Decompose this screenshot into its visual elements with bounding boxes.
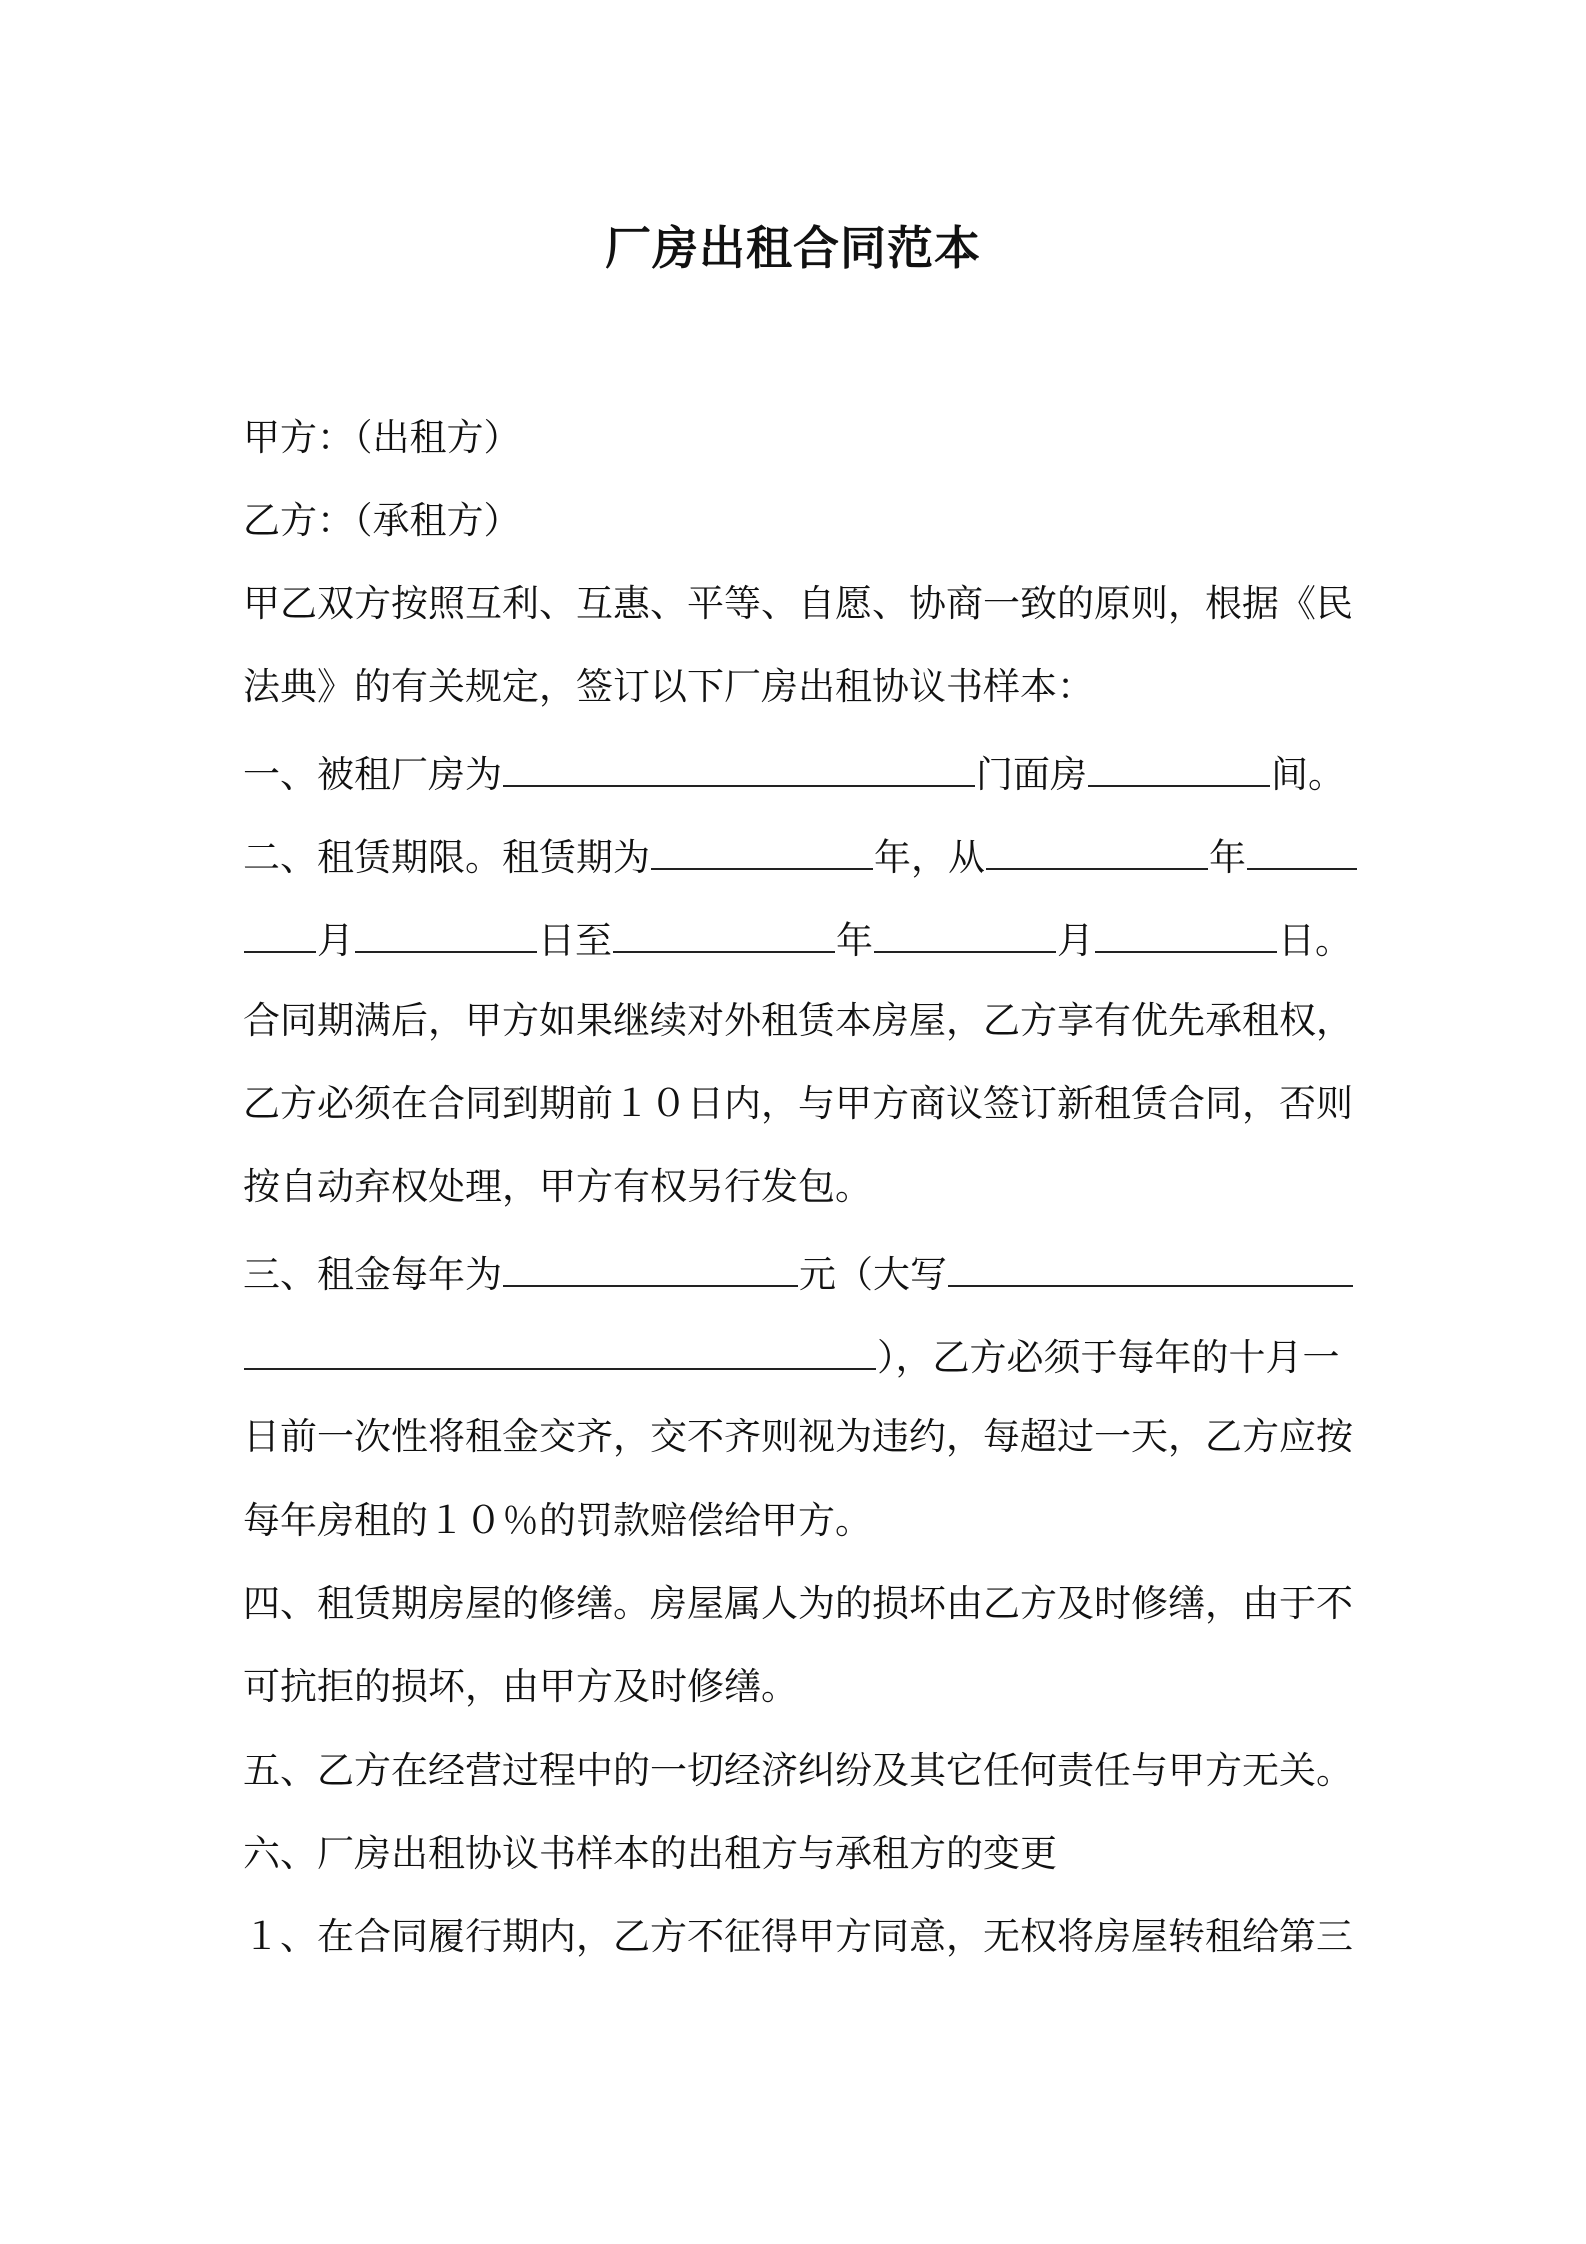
clause-2-text-f: 年 [836,919,873,962]
clause-6-heading: 六、厂房出租协议书样本的出租方与承租方的变更 [243,1832,1057,1875]
clause-3-para-1: 日前一次性将租金交齐，交不齐则视为违约，每超过一天，乙方应按 [243,1415,1353,1458]
clause-2-text-h: 日。 [1278,919,1352,962]
fill-blank [613,911,835,953]
clause-1-line [243,745,1358,797]
clause-2-text-a: 二、租赁期限。租赁期为 [243,836,650,879]
document-title: 厂房出租合同范本 [605,221,981,275]
clause-5-line: 五、乙方在经营过程中的一切经济纠纷及其它任何责任与甲方无关。 [243,1749,1353,1792]
fill-blank [986,828,1208,870]
clause-2-para-2: 乙方必须在合同到期前１０日内，与甲方商议签订新租赁合同，否则 [243,1082,1353,1125]
fill-blank [244,911,316,953]
clause-1-text-a: 一、被租厂房为 [243,753,502,796]
intro-line-2: 法典》的有关规定，签订以下厂房出租协议书样本： [243,665,1094,708]
intro-line-1: 甲乙双方按照互利、互惠、平等、自愿、协商一致的原则，根据《民 [243,582,1353,625]
clause-2-para-1: 合同期满后，甲方如果继续对外租赁本房屋，乙方享有优先承租权， [243,999,1353,1042]
fill-blank [1088,745,1270,787]
clause-3-text-a: 三、租金每年为 [243,1253,502,1296]
party-a-line: 甲方：（出租方） [243,416,521,459]
clause-3-line-2 [243,1328,1358,1380]
clause-6-item-1: １、在合同履行期内，乙方不征得甲方同意，无权将房屋转租给第三 [243,1915,1353,1958]
clause-1-text-b: 门面房 [976,753,1087,796]
clause-3-line-1 [243,1245,1358,1297]
clause-2-text-e: 日至 [538,919,612,962]
clause-2-text-c: 年 [1209,836,1246,879]
clause-2-line-1 [243,828,1358,880]
fill-blank [948,1245,1353,1287]
fill-blank [503,1245,798,1287]
party-b-line: 乙方：（承租方） [243,499,521,542]
fill-blank [244,1328,876,1370]
clause-2-line-2 [243,911,1358,963]
clause-4-line-2: 可抗拒的损坏，由甲方及时修缮。 [243,1665,798,1708]
clause-3-text-c: ），乙方必须于每年的十月一 [877,1336,1340,1379]
fill-blank [355,911,537,953]
clause-2-para-3: 按自动弃权处理，甲方有权另行发包。 [243,1165,872,1208]
fill-blank [1247,828,1357,870]
clause-3-para-2: 每年房租的１０％的罚款赔偿给甲方。 [243,1499,872,1542]
fill-blank [503,745,975,787]
clause-3-text-b: 元（大写 [799,1253,947,1296]
clause-2-text-g: 月 [1057,919,1094,962]
fill-blank [651,828,873,870]
fill-blank [1095,911,1277,953]
clause-2-text-b: 年，从 [874,836,985,879]
clause-2-text-d: 月 [317,919,354,962]
clause-4-line-1: 四、租赁期房屋的修缮。房屋属人为的损坏由乙方及时修缮，由于不 [243,1582,1353,1625]
clause-1-text-c: 间。 [1271,753,1345,796]
fill-blank [874,911,1056,953]
